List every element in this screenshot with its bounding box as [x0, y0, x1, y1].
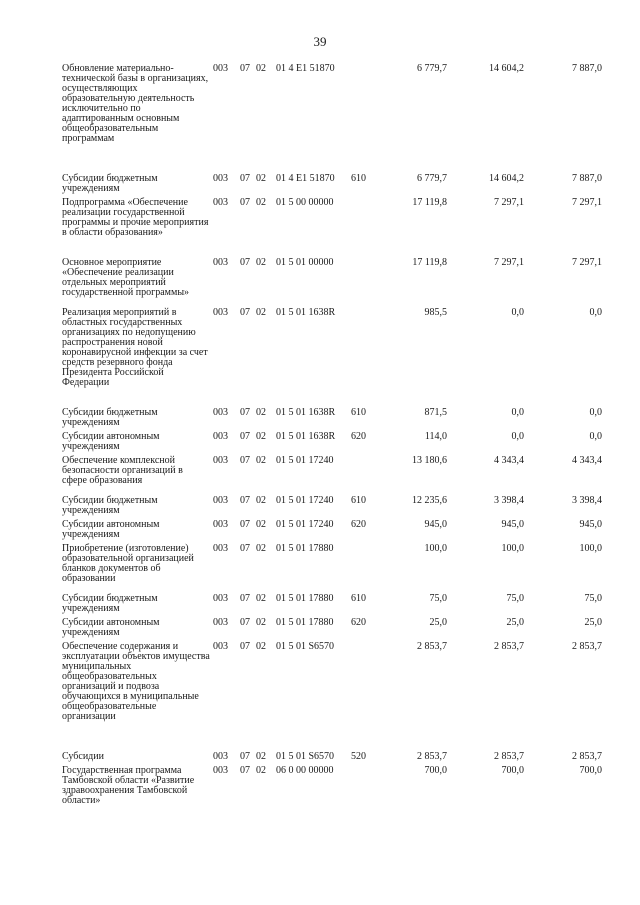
- expense-type-code: 620: [351, 519, 366, 530]
- section-code: 07: [240, 173, 250, 184]
- amount-year-3: 7 887,0: [572, 173, 602, 184]
- amount-year-3: 700,0: [579, 765, 602, 776]
- amount-year-2: 2 853,7: [494, 751, 524, 762]
- admin-code: 003: [213, 519, 228, 530]
- subsection-code: 02: [256, 307, 266, 318]
- amount-year-2: 75,0: [506, 593, 524, 604]
- amount-year-3: 2 853,7: [572, 751, 602, 762]
- section-code: 07: [240, 307, 250, 318]
- amount-year-3: 945,0: [579, 519, 602, 530]
- amount-year-3: 75,0: [584, 593, 602, 604]
- expense-type-code: 610: [351, 593, 366, 604]
- table-row: [62, 520, 602, 544]
- amount-year-3: 7 297,1: [572, 197, 602, 208]
- amount-year-1: 6 779,7: [417, 173, 447, 184]
- amount-year-3: 3 398,4: [572, 495, 602, 506]
- section-code: 07: [240, 407, 250, 418]
- amount-year-1: 985,5: [424, 307, 447, 318]
- target-article-code: 01 5 01 S6570: [276, 751, 335, 762]
- subsection-code: 02: [256, 455, 266, 466]
- row-name: Подпрограмма «Обеспечение реализации государственной программы и прочие мероприятия в области образования»: [62, 197, 209, 238]
- amount-year-3: 2 853,7: [572, 641, 602, 652]
- subsection-code: 02: [256, 593, 266, 604]
- expense-type-code: 520: [351, 751, 366, 762]
- row-name: Обеспечение комплексной безопасности организаций в сфере образования: [62, 455, 183, 486]
- admin-code: 003: [213, 173, 228, 184]
- admin-code: 003: [213, 765, 228, 776]
- expense-type-code: 620: [351, 431, 366, 442]
- amount-year-1: 2 853,7: [417, 751, 447, 762]
- amount-year-3: 25,0: [584, 617, 602, 628]
- amount-year-2: 7 297,1: [494, 257, 524, 268]
- section-code: 07: [240, 543, 250, 554]
- subsection-code: 02: [256, 519, 266, 530]
- row-name: Субсидии автономным учреждениям: [62, 431, 160, 452]
- section-code: 07: [240, 257, 250, 268]
- subsection-code: 02: [256, 641, 266, 652]
- table-row: [62, 456, 602, 496]
- section-code: 07: [240, 765, 250, 776]
- row-name: Субсидии автономным учреждениям: [62, 519, 160, 540]
- section-code: 07: [240, 197, 250, 208]
- table-row: [62, 766, 602, 816]
- subsection-code: 02: [256, 617, 266, 628]
- subsection-code: 02: [256, 63, 266, 74]
- row-name: Государственная программа Тамбовской области «Развитие здравоохранения Тамбовской области»: [62, 765, 195, 806]
- amount-year-2: 25,0: [506, 617, 524, 628]
- target-article-code: 01 5 01 17240: [276, 519, 334, 530]
- table-row: [62, 642, 602, 752]
- target-article-code: 01 5 01 S6570: [276, 641, 335, 652]
- section-code: 07: [240, 63, 250, 74]
- amount-year-2: 3 398,4: [494, 495, 524, 506]
- target-article-code: 01 5 01 17240: [276, 495, 334, 506]
- table-row: [62, 594, 602, 618]
- amount-year-1: 25,0: [429, 617, 447, 628]
- amount-year-1: 945,0: [424, 519, 447, 530]
- target-article-code: 01 4 E1 51870: [276, 63, 335, 74]
- amount-year-2: 700,0: [501, 765, 524, 776]
- row-name: Реализация мероприятий в областных государственных организациях по недопущению распространения новой коронавирусной инфекции за счет средств резервного фонда Президента Российской Федерации: [62, 307, 208, 388]
- target-article-code: 01 5 01 1638R: [276, 407, 336, 418]
- subsection-code: 02: [256, 765, 266, 776]
- amount-year-3: 0,0: [589, 307, 602, 318]
- admin-code: 003: [213, 431, 228, 442]
- admin-code: 003: [213, 543, 228, 554]
- table-row: [62, 258, 602, 308]
- table-row: [62, 198, 602, 258]
- amount-year-1: 700,0: [424, 765, 447, 776]
- expense-type-code: 610: [351, 407, 366, 418]
- subsection-code: 02: [256, 751, 266, 762]
- row-name: Субсидии бюджетным учреждениям: [62, 495, 158, 516]
- row-name: Обновление материально-технической базы в организациях, осуществляющих образовательную деятельность исключительно по адаптированным основным общеобразовательным программам: [62, 63, 209, 144]
- section-code: 07: [240, 495, 250, 506]
- amount-year-1: 2 853,7: [417, 641, 447, 652]
- amount-year-3: 0,0: [589, 407, 602, 418]
- admin-code: 003: [213, 641, 228, 652]
- amount-year-2: 2 853,7: [494, 641, 524, 652]
- amount-year-1: 871,5: [424, 407, 447, 418]
- amount-year-1: 114,0: [424, 431, 447, 442]
- amount-year-3: 100,0: [579, 543, 602, 554]
- admin-code: 003: [213, 197, 228, 208]
- amount-year-1: 17 119,8: [412, 197, 447, 208]
- section-code: 07: [240, 617, 250, 628]
- target-article-code: 01 5 01 17240: [276, 455, 334, 466]
- row-name: Субсидии: [62, 751, 104, 762]
- section-code: 07: [240, 455, 250, 466]
- budget-table: [62, 64, 602, 816]
- admin-code: 003: [213, 495, 228, 506]
- amount-year-3: 7 887,0: [572, 63, 602, 74]
- amount-year-1: 13 180,6: [412, 455, 447, 466]
- target-article-code: 01 5 01 1638R: [276, 431, 336, 442]
- subsection-code: 02: [256, 431, 266, 442]
- target-article-code: 01 5 01 17880: [276, 617, 334, 628]
- amount-year-2: 7 297,1: [494, 197, 524, 208]
- admin-code: 003: [213, 751, 228, 762]
- subsection-code: 02: [256, 543, 266, 554]
- amount-year-1: 17 119,8: [412, 257, 447, 268]
- amount-year-2: 100,0: [501, 543, 524, 554]
- subsection-code: 02: [256, 173, 266, 184]
- section-code: 07: [240, 431, 250, 442]
- amount-year-1: 12 235,6: [412, 495, 447, 506]
- amount-year-1: 6 779,7: [417, 63, 447, 74]
- amount-year-3: 4 343,4: [572, 455, 602, 466]
- admin-code: 003: [213, 257, 228, 268]
- section-code: 07: [240, 751, 250, 762]
- table-row: [62, 544, 602, 594]
- expense-type-code: 620: [351, 617, 366, 628]
- page-number: 39: [313, 34, 327, 49]
- expense-type-code: 610: [351, 495, 366, 506]
- admin-code: 003: [213, 63, 228, 74]
- table-row: [62, 618, 602, 642]
- subsection-code: 02: [256, 257, 266, 268]
- subsection-code: 02: [256, 495, 266, 506]
- table-row: [62, 432, 602, 456]
- admin-code: 003: [213, 407, 228, 418]
- amount-year-2: 0,0: [511, 307, 524, 318]
- table-row: [62, 308, 602, 408]
- row-name: Субсидии автономным учреждениям: [62, 617, 160, 638]
- target-article-code: 01 5 01 17880: [276, 543, 334, 554]
- amount-year-1: 100,0: [424, 543, 447, 554]
- amount-year-2: 14 604,2: [489, 63, 524, 74]
- amount-year-3: 0,0: [589, 431, 602, 442]
- amount-year-2: 0,0: [511, 407, 524, 418]
- table-row: [62, 174, 602, 198]
- amount-year-2: 945,0: [501, 519, 524, 530]
- amount-year-2: 14 604,2: [489, 173, 524, 184]
- amount-year-3: 7 297,1: [572, 257, 602, 268]
- table-row: [62, 752, 602, 766]
- admin-code: 003: [213, 593, 228, 604]
- table-row: [62, 496, 602, 520]
- subsection-code: 02: [256, 407, 266, 418]
- row-name: Основное мероприятие «Обеспечение реализации отдельных мероприятий государственной программы»: [62, 257, 190, 298]
- row-name: Субсидии бюджетным учреждениям: [62, 407, 158, 428]
- row-name: Обеспечение содержания и эксплуатации объектов имущества муниципальных общеобразовательных организаций и подвоза обучающихся в муниципальные общеобразовательные организации: [62, 641, 210, 722]
- target-article-code: 06 0 00 00000: [276, 765, 334, 776]
- admin-code: 003: [213, 307, 228, 318]
- section-code: 07: [240, 519, 250, 530]
- admin-code: 003: [213, 455, 228, 466]
- subsection-code: 02: [256, 197, 266, 208]
- target-article-code: 01 5 01 1638R: [276, 307, 336, 318]
- row-name: Приобретение (изготовление) образовательной организацией бланков документов об образовании: [62, 543, 194, 584]
- target-article-code: 01 4 E1 51870: [276, 173, 335, 184]
- row-name: Субсидии бюджетным учреждениям: [62, 593, 158, 614]
- section-code: 07: [240, 593, 250, 604]
- table-row: [62, 408, 602, 432]
- section-code: 07: [240, 641, 250, 652]
- expense-type-code: 610: [351, 173, 366, 184]
- target-article-code: 01 5 00 00000: [276, 197, 334, 208]
- table-row: [62, 64, 602, 174]
- amount-year-2: 4 343,4: [494, 455, 524, 466]
- amount-year-1: 75,0: [429, 593, 447, 604]
- target-article-code: 01 5 01 00000: [276, 257, 334, 268]
- admin-code: 003: [213, 617, 228, 628]
- row-name: Субсидии бюджетным учреждениям: [62, 173, 158, 194]
- target-article-code: 01 5 01 17880: [276, 593, 334, 604]
- amount-year-2: 0,0: [511, 431, 524, 442]
